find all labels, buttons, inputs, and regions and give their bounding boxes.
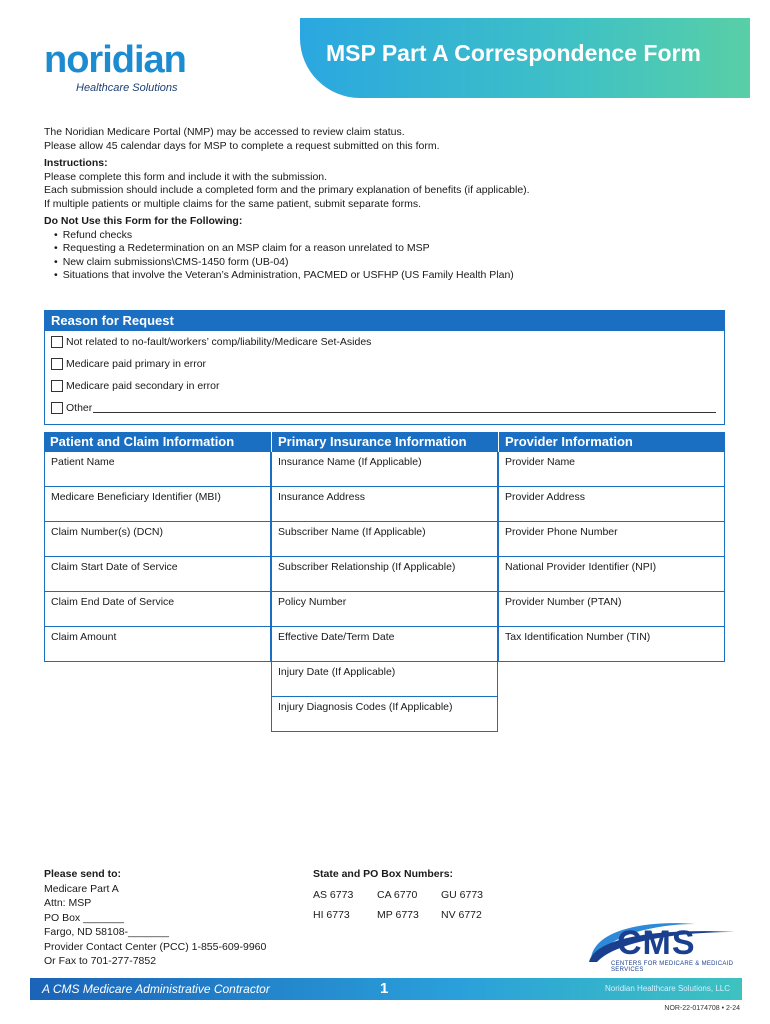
po-row — [313, 888, 505, 903]
cms-wordmark: CMS — [617, 924, 696, 962]
provider-column — [498, 432, 725, 662]
reason-option — [45, 331, 724, 353]
po-box-block — [313, 867, 505, 923]
reason-section — [44, 310, 725, 425]
po-entry: GU 6773 — [441, 888, 484, 901]
intro-section — [44, 126, 734, 283]
reason-label: Medicare paid secondary in error — [66, 380, 220, 392]
form-field[interactable]: Provider Address — [498, 487, 725, 522]
instruction-line: Each submission should include a completed form and the primary explanation of benefits (if applicable). — [44, 184, 530, 196]
reason-title: Reason for Request — [45, 311, 724, 331]
exclusion-list — [54, 229, 734, 283]
instruction-line: If multiple patients or multiple claims for the same patient, submit separate forms. — [44, 197, 421, 210]
intro-line: Please allow 45 calendar days for MSP to complete a request submitted on this form. — [44, 139, 440, 152]
reason-checkbox[interactable] — [51, 380, 63, 392]
list-item: • Requesting a Redetermination on an MSP claim for a reason unrelated to MSP — [54, 242, 734, 256]
po-entry: AS 6773 — [313, 888, 354, 901]
po-entry: HI 6773 — [313, 909, 350, 921]
reason-option — [45, 353, 724, 375]
patient-column — [44, 432, 271, 662]
form-field[interactable]: Subscriber Name (If Applicable) — [271, 522, 498, 557]
contact-line: Provider Contact Center (PCC) 1-855-609-9960 — [44, 940, 267, 953]
intro-line: The Noridian Medicare Portal (NMP) may be accessed to review claim status. — [44, 126, 405, 138]
po-label: State and PO Box Numbers: — [313, 868, 454, 880]
other-input[interactable] — [93, 403, 716, 413]
reason-checkbox[interactable] — [51, 336, 63, 348]
form-field[interactable]: Policy Number — [271, 592, 498, 627]
form-field[interactable]: National Provider Identifier (NPI) — [498, 557, 725, 592]
patient-title: Patient and Claim Information — [44, 432, 271, 452]
form-field[interactable]: Claim End Date of Service — [44, 592, 271, 627]
po-entry: NV 6772 — [441, 909, 482, 921]
instruction-line: Please complete this form and include it with the submission. — [44, 170, 328, 183]
provider-title: Provider Information — [498, 432, 725, 452]
donot-label: Do Not Use this Form for the Following: — [44, 215, 243, 227]
form-field[interactable]: Provider Phone Number — [498, 522, 725, 557]
cms-logo — [585, 918, 740, 973]
form-field[interactable]: Claim Start Date of Service — [44, 557, 271, 592]
list-item: • Refund checks — [54, 229, 734, 243]
address-line: Medicare Part A — [44, 882, 119, 895]
form-field[interactable]: Effective Date/Term Date — [271, 627, 498, 662]
form-field[interactable]: Claim Amount — [44, 627, 271, 662]
reason-label: Other — [66, 402, 93, 414]
reason-checkbox[interactable] — [51, 358, 63, 370]
form-field[interactable]: Insurance Address — [271, 487, 498, 522]
fax-line: Or Fax to 701-277-7852 — [44, 955, 157, 967]
page-number: 1 — [380, 980, 389, 997]
form-field[interactable]: Medicare Beneficiary Identifier (MBI) — [44, 487, 271, 522]
footer-bar — [30, 978, 742, 1000]
form-field[interactable]: Tax Identification Number (TIN) — [498, 627, 725, 662]
form-field[interactable]: Insurance Name (If Applicable) — [271, 452, 498, 487]
form-field[interactable]: Patient Name — [44, 452, 271, 487]
form-field[interactable]: Injury Diagnosis Codes (If Applicable) — [271, 697, 498, 732]
list-item: • New claim submissions\CMS-1450 form (UB-04) — [54, 256, 734, 270]
address-line: PO Box _______ — [44, 911, 124, 924]
reason-checkbox[interactable] — [51, 402, 63, 414]
send-to-block — [44, 867, 266, 969]
form-field[interactable]: Claim Number(s) (DCN) — [44, 522, 271, 557]
address-line: Fargo, ND 58108-_______ — [44, 926, 169, 938]
insurance-column — [271, 432, 498, 732]
reason-option — [45, 397, 724, 419]
logo-subtitle: Healthcare Solutions — [76, 82, 178, 94]
po-entry: CA 6770 — [377, 888, 418, 901]
form-field[interactable]: Injury Date (If Applicable) — [271, 662, 498, 697]
insurance-title: Primary Insurance Information — [271, 432, 498, 452]
po-entry: MP 6773 — [377, 909, 419, 921]
cms-subtitle: CENTERS FOR MEDICARE & MEDICAID SERVICES — [611, 961, 734, 973]
address-line: Attn: MSP — [44, 897, 92, 909]
form-field[interactable]: Subscriber Relationship (If Applicable) — [271, 557, 498, 592]
instructions-label: Instructions: — [44, 157, 108, 169]
logo-wordmark: noridian — [44, 39, 186, 81]
footer-company: Noridian Healthcare Solutions, LLC — [605, 984, 730, 993]
send-label: Please send to: — [44, 868, 122, 880]
reason-label: Medicare paid primary in error — [66, 358, 207, 370]
po-row — [313, 908, 505, 923]
form-field[interactable]: Provider Name — [498, 452, 725, 487]
noridian-logo — [44, 40, 214, 100]
form-field[interactable]: Provider Number (PTAN) — [498, 592, 725, 627]
reason-option — [45, 375, 724, 397]
form-code: NOR-22-0174708 • 2-24 — [664, 1005, 740, 1012]
reason-label: Not related to no-fault/workers’ comp/liability/Medicare Set-Asides — [66, 336, 372, 348]
form-title: MSP Part A Correspondence Form — [326, 40, 701, 66]
footer-tagline: A CMS Medicare Administrative Contractor — [42, 982, 270, 996]
list-item: • Situations that involve the Veteran’s Administration, PACMED or USFHP (US Family Health Plan) — [54, 269, 734, 283]
